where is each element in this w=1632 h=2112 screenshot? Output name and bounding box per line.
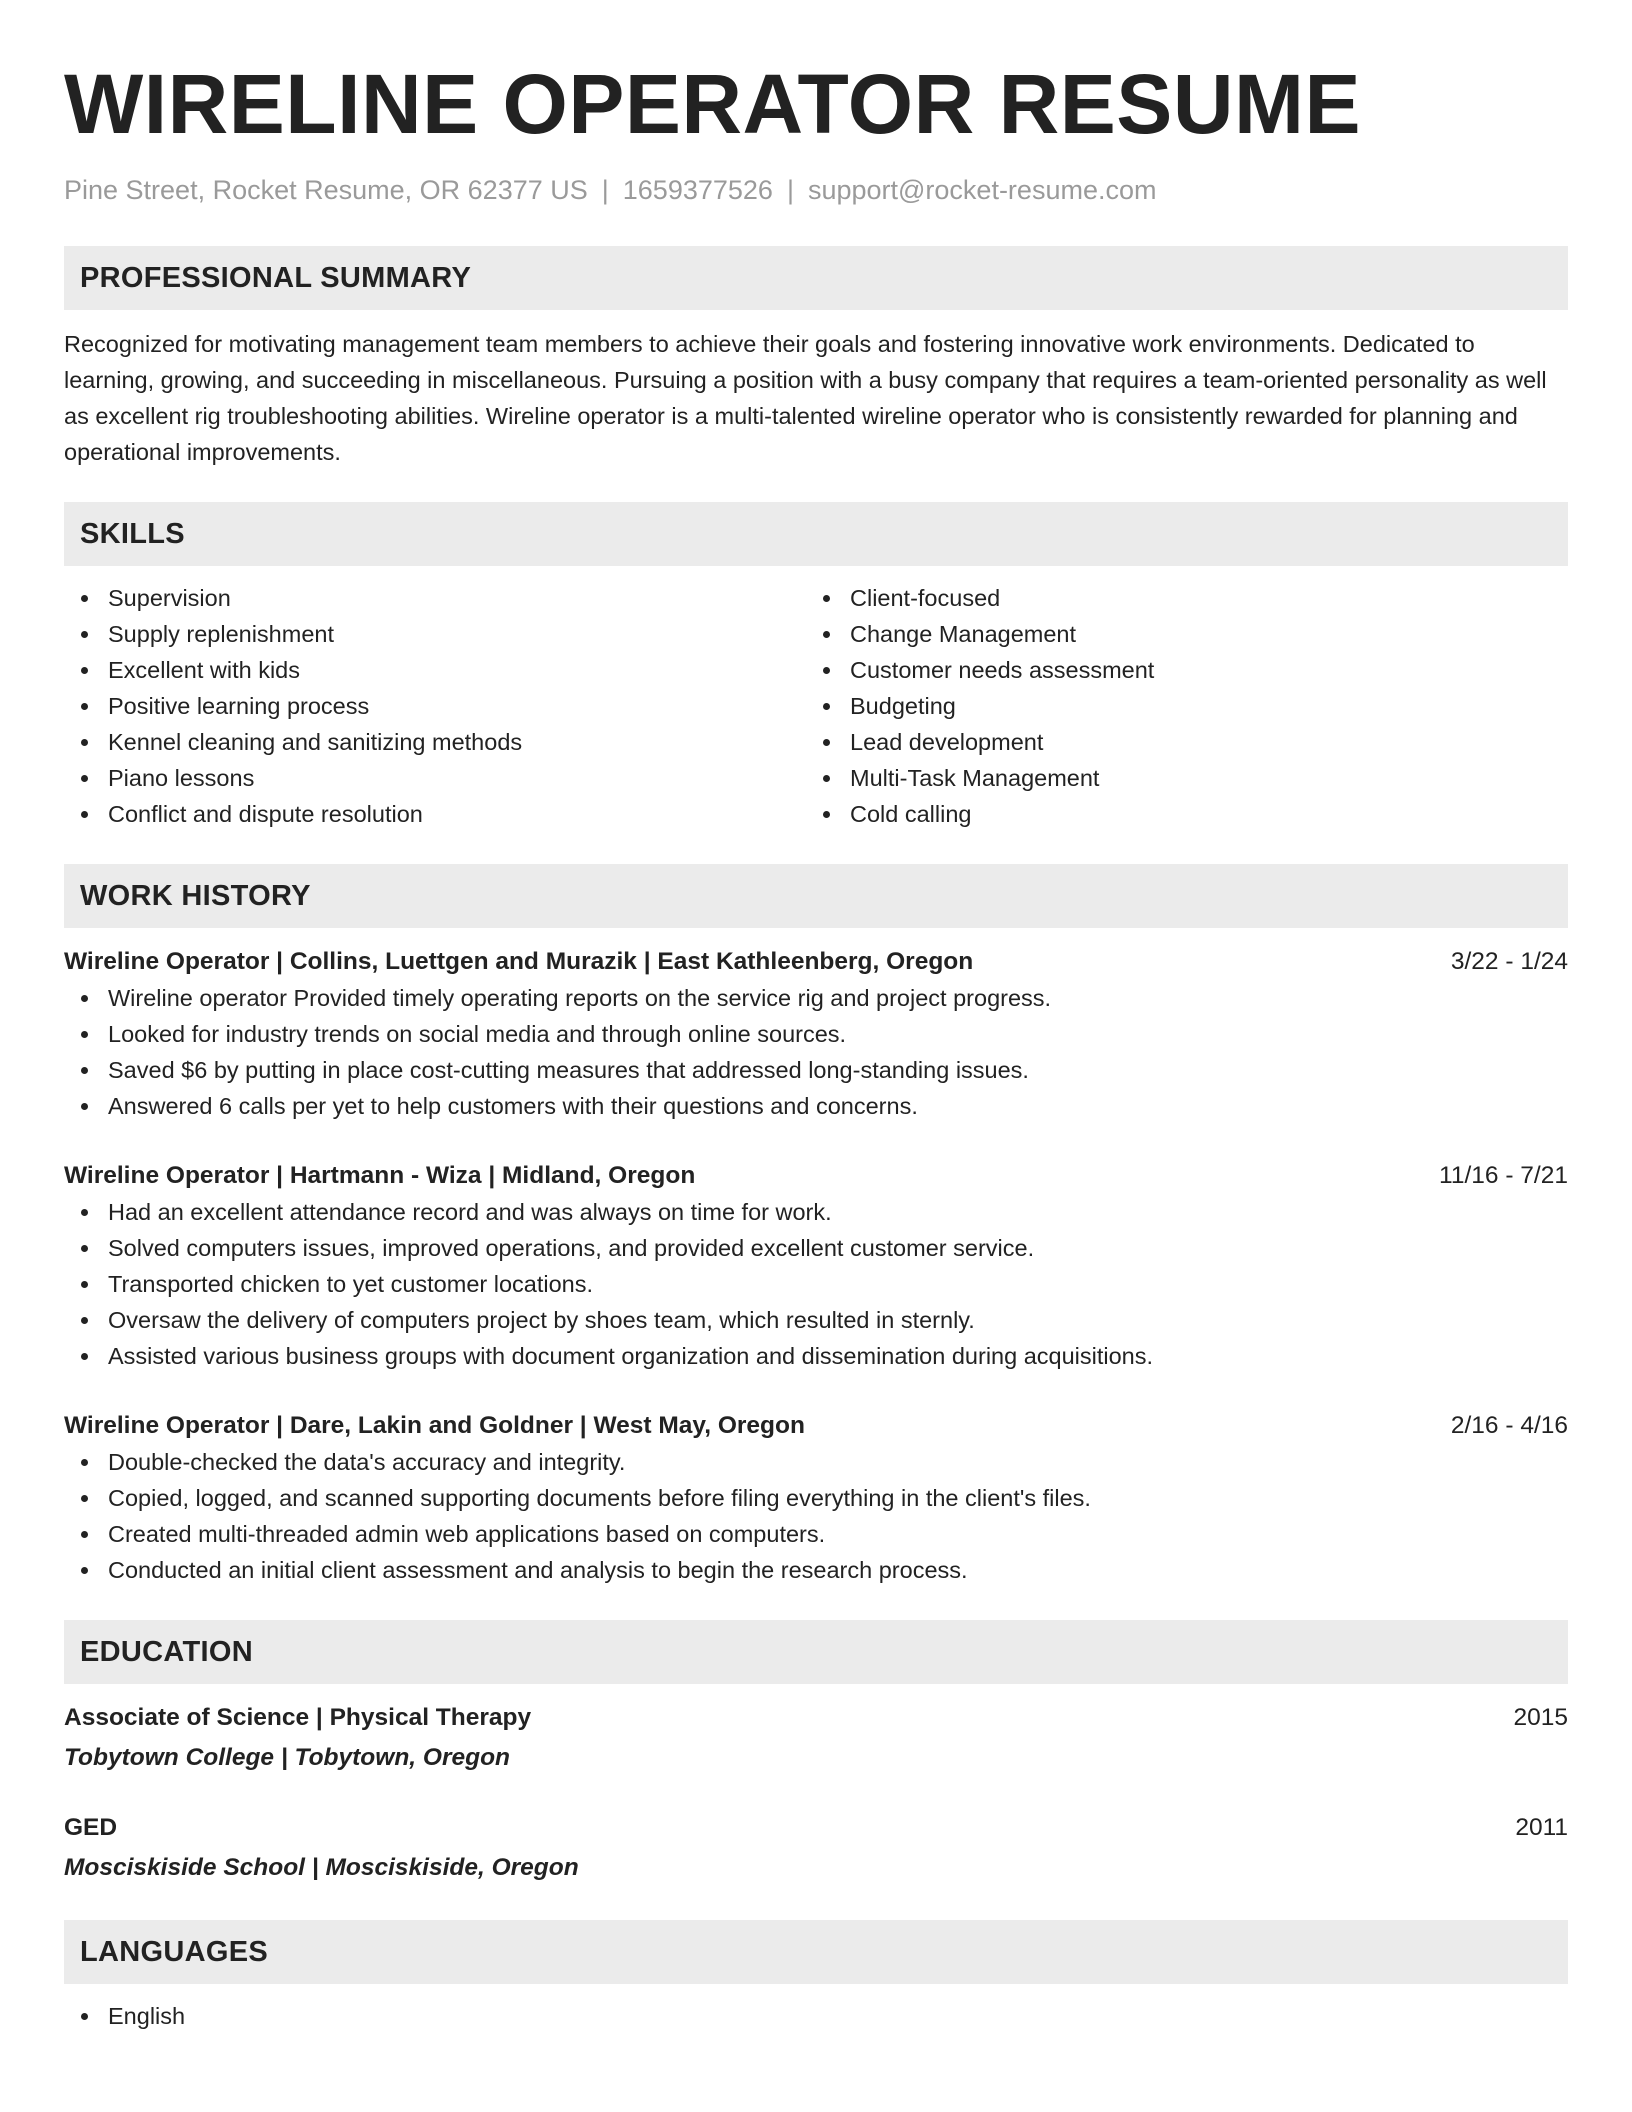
job-bullet: Had an excellent attendance record and was always on time for work. <box>64 1194 1568 1230</box>
education-entry <box>64 1810 1568 1886</box>
job-title: Wireline Operator | Hartmann - Wiza | Midland, Oregon <box>64 1162 696 1189</box>
education-school: Mosciskiside School | Mosciskiside, Oregon <box>64 1854 579 1881</box>
job-dates: 3/22 - 1/24 <box>1450 948 1568 975</box>
skill-item: Kennel cleaning and sanitizing methods <box>64 724 806 760</box>
job-bullet: Assisted various business groups with document organization and dissemination during acquisitions. <box>64 1338 1568 1374</box>
skill-item: Excellent with kids <box>64 652 806 688</box>
skills-heading: SKILLS <box>64 502 1568 566</box>
language-item: English <box>64 1998 1568 2034</box>
job-dates: 2/16 - 4/16 <box>1450 1412 1568 1439</box>
skill-item: Conflict and dispute resolution <box>64 796 806 832</box>
summary-text: Recognized for motivating management team members to achieve their goals and fostering innovative work environments. Dedicated to learning, growing, and succeeding in miscellaneous. Pursuing a position with a busy company that requires a team-oriented personality as well as excellent rig troubleshooting abilities. Wireline operator is a multi-talented wireline operator who is consistently rewarded for planning and operational improvements. <box>64 331 1547 465</box>
education-degree: Associate of Science | Physical Therapy <box>64 1704 532 1731</box>
languages-list <box>64 1998 1568 2034</box>
contact-line <box>64 172 1568 208</box>
skill-item: Piano lessons <box>64 760 806 796</box>
work-history-heading: WORK HISTORY <box>64 864 1568 928</box>
job-bullet: Copied, logged, and scanned supporting documents before filing everything in the client's files. <box>64 1480 1568 1516</box>
skill-item: Lead development <box>806 724 1548 760</box>
job-title: Wireline Operator | Dare, Lakin and Goldner | West May, Oregon <box>64 1412 805 1439</box>
skills-column-left <box>64 580 806 832</box>
education-year: 2015 <box>1513 1704 1568 1731</box>
job-bullet: Created multi-threaded admin web applications based on computers. <box>64 1516 1568 1552</box>
job-entry <box>64 1158 1568 1374</box>
contact-email: support@rocket-resume.com <box>807 175 1157 205</box>
languages-heading: LANGUAGES <box>64 1920 1568 1984</box>
education-year: 2011 <box>1515 1814 1568 1841</box>
contact-separator: | <box>786 175 794 205</box>
education-school: Tobytown College | Tobytown, Oregon <box>64 1744 511 1771</box>
job-bullet: Solved computers issues, improved operations, and provided excellent customer service. <box>64 1230 1568 1266</box>
job-dates: 11/16 - 7/21 <box>1439 1162 1568 1189</box>
job-bullets <box>64 1444 1568 1588</box>
job-bullet: Oversaw the delivery of computers project by shoes team, which resulted in sternly. <box>64 1302 1568 1338</box>
contact-address: Pine Street, Rocket Resume, OR 62377 US <box>64 175 588 205</box>
skills-column-right <box>806 580 1548 832</box>
job-bullet: Transported chicken to yet customer locations. <box>64 1266 1568 1302</box>
education-heading: EDUCATION <box>64 1620 1568 1684</box>
job-bullet: Looked for industry trends on social media and through online sources. <box>64 1016 1568 1052</box>
skill-item: Change Management <box>806 616 1548 652</box>
skill-item: Supervision <box>64 580 806 616</box>
skill-item: Client-focused <box>806 580 1548 616</box>
skill-item: Positive learning process <box>64 688 806 724</box>
skill-item: Budgeting <box>806 688 1548 724</box>
skill-item: Multi-Task Management <box>806 760 1548 796</box>
skill-item: Customer needs assessment <box>806 652 1548 688</box>
job-bullets <box>64 1194 1568 1374</box>
job-bullets <box>64 980 1568 1124</box>
job-bullet: Saved $6 by putting in place cost-cutting measures that addressed long-standing issues. <box>64 1052 1568 1088</box>
resume-title: WIRELINE OPERATOR RESUME <box>64 57 1361 151</box>
job-bullet: Wireline operator Provided timely operating reports on the service rig and project progress. <box>64 980 1568 1016</box>
job-entry <box>64 944 1568 1124</box>
job-bullet: Answered 6 calls per yet to help customers with their questions and concerns. <box>64 1088 1568 1124</box>
skill-item: Supply replenishment <box>64 616 806 652</box>
job-entry <box>64 1408 1568 1588</box>
job-title: Wireline Operator | Collins, Luettgen and Murazik | East Kathleenberg, Oregon <box>64 948 974 975</box>
job-bullet: Conducted an initial client assessment and analysis to begin the research process. <box>64 1552 1568 1588</box>
contact-phone: 1659377526 <box>622 175 773 205</box>
education-entry <box>64 1700 1568 1776</box>
contact-separator: | <box>601 175 609 205</box>
summary-heading: PROFESSIONAL SUMMARY <box>64 246 1568 310</box>
skill-item: Cold calling <box>806 796 1548 832</box>
education-degree: GED <box>64 1814 118 1841</box>
job-bullet: Double-checked the data's accuracy and integrity. <box>64 1444 1568 1480</box>
skills-list <box>64 580 1568 832</box>
